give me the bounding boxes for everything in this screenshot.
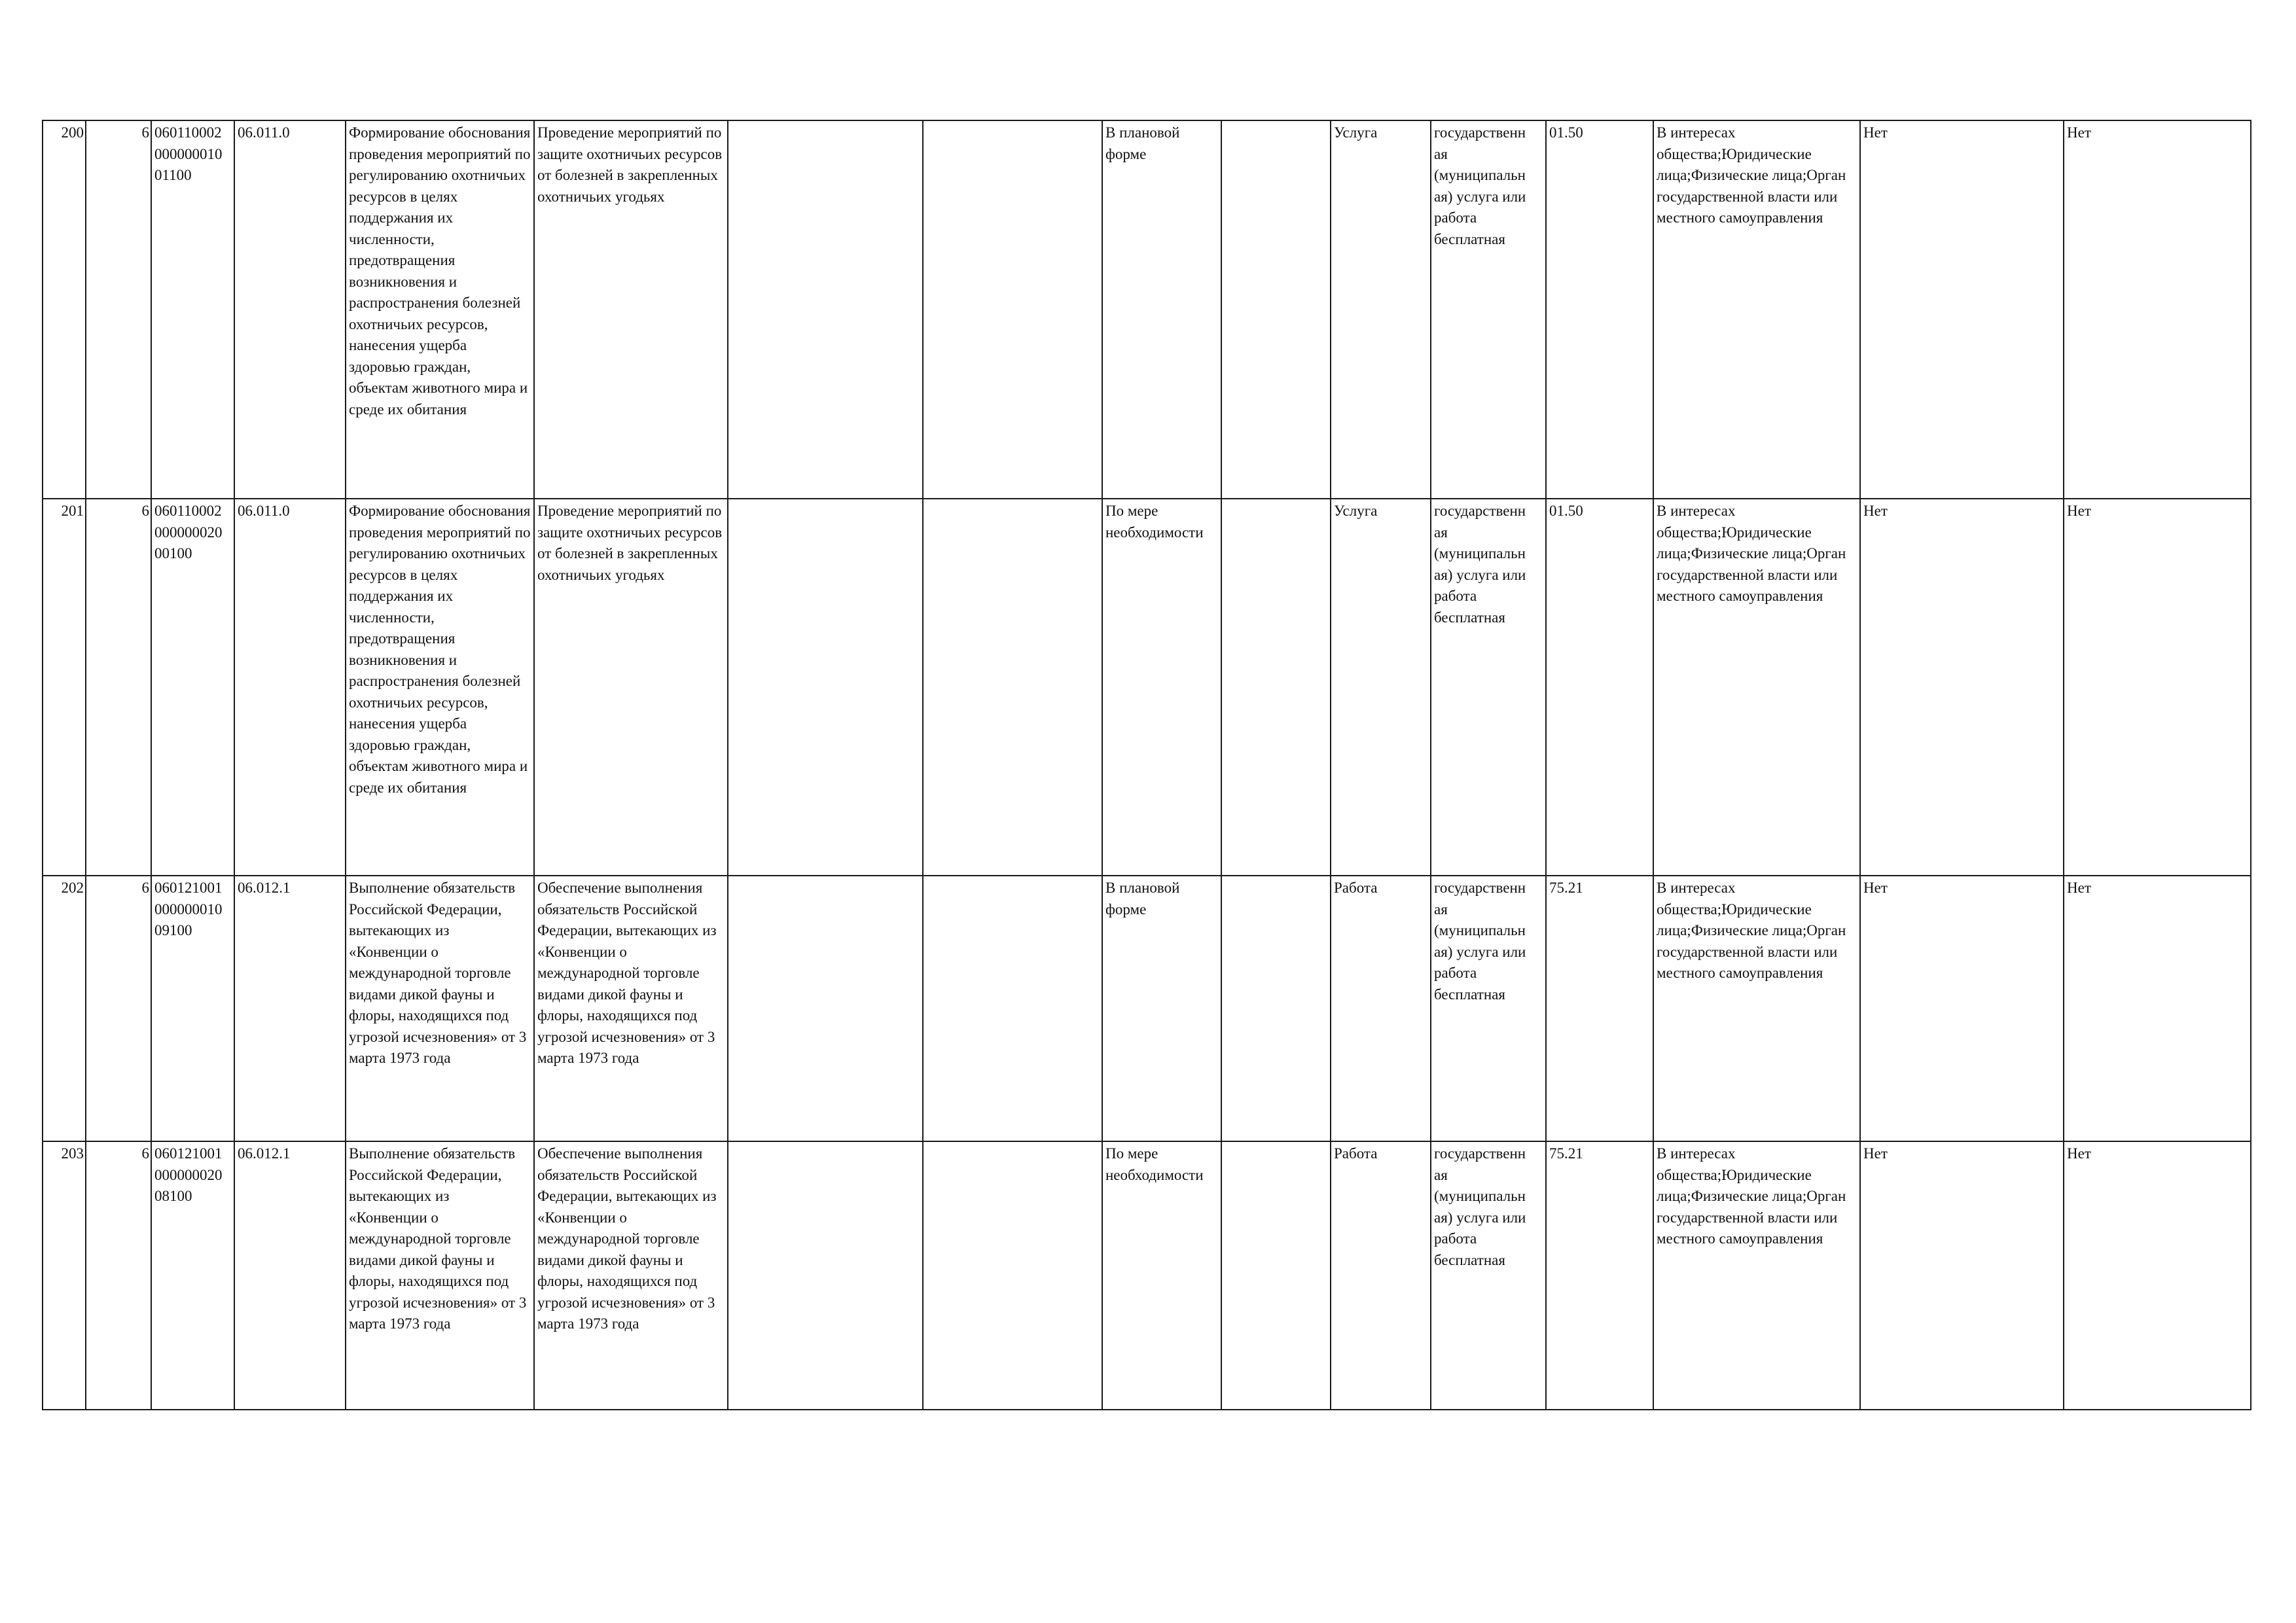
flag-cell: Нет bbox=[2064, 120, 2251, 499]
consumer-categories: В интересах общества;Юридические лица;Физические лица;Орган государственной власти или местного самоуправления bbox=[1653, 1141, 1860, 1410]
empty-cell bbox=[923, 876, 1102, 1141]
okved-code: 75.21 bbox=[1546, 876, 1653, 1141]
provision-form: В плановой форме bbox=[1102, 120, 1221, 499]
empty-cell bbox=[728, 876, 923, 1141]
row-number: 202 bbox=[43, 876, 86, 1141]
provision-form: По мере необходимости bbox=[1102, 499, 1221, 876]
service-content: Проведение мероприятий по защите охотничьих ресурсов от болезней в закрепленных охотничьих угодьях bbox=[534, 120, 728, 499]
empty-cell bbox=[728, 120, 923, 499]
row-number: 201 bbox=[43, 499, 86, 876]
empty-cell bbox=[1221, 1141, 1331, 1410]
okved-code: 01.50 bbox=[1546, 499, 1653, 876]
service-type: Услуга bbox=[1331, 120, 1431, 499]
service-name: Выполнение обязательств Российской Федерации, вытекающих из «Конвенции о международной торговле видами дикой фауны и флоры, находящихся под угрозой исчезновения» от 3 марта 1973 года bbox=[346, 1141, 534, 1410]
table-row bbox=[43, 120, 2251, 499]
service-name: Формирование обоснования проведения мероприятий по регулированию охотничьих ресурсов в целях поддержания их численности, предотвращения возникновения и распространения болезней охотничьих ресурсов, нанесения ущерба здоровью граждан, объектам животного мира и среде их обитания bbox=[346, 499, 534, 876]
provision-form: В плановой форме bbox=[1102, 876, 1221, 1141]
section-code: 06.011.0 bbox=[234, 499, 346, 876]
row-number: 203 bbox=[43, 1141, 86, 1410]
section-code: 06.012.1 bbox=[234, 1141, 346, 1410]
row-subcode: 6 bbox=[86, 499, 151, 876]
okved-code: 01.50 bbox=[1546, 120, 1653, 499]
consumer-categories: В интересах общества;Юридические лица;Физические лица;Орган государственной власти или местного самоуправления bbox=[1653, 120, 1860, 499]
table-row bbox=[43, 876, 2251, 1141]
empty-cell bbox=[923, 120, 1102, 499]
empty-cell bbox=[1221, 120, 1331, 499]
flag-cell: Нет bbox=[1860, 876, 2064, 1141]
empty-cell bbox=[728, 1141, 923, 1410]
payment-type: государственн ая (муниципальн ая) услуга или работа бесплатная bbox=[1431, 120, 1546, 499]
row-subcode: 6 bbox=[86, 876, 151, 1141]
section-code: 06.012.1 bbox=[234, 876, 346, 1141]
row-subcode: 6 bbox=[86, 120, 151, 499]
table-row bbox=[43, 1141, 2251, 1410]
registry-table bbox=[42, 120, 2251, 1410]
flag-cell: Нет bbox=[2064, 876, 2251, 1141]
payment-type: государственн ая (муниципальн ая) услуга или работа бесплатная bbox=[1431, 499, 1546, 876]
empty-cell bbox=[728, 499, 923, 876]
flag-cell: Нет bbox=[1860, 120, 2064, 499]
empty-cell bbox=[1221, 876, 1331, 1141]
provision-form: По мере необходимости bbox=[1102, 1141, 1221, 1410]
registry-code: 060110002 000000010 01100 bbox=[151, 120, 234, 499]
service-type: Работа bbox=[1331, 876, 1431, 1141]
section-code: 06.011.0 bbox=[234, 120, 346, 499]
registry-code: 060121001 000000010 09100 bbox=[151, 876, 234, 1141]
payment-type: государственн ая (муниципальн ая) услуга или работа бесплатная bbox=[1431, 1141, 1546, 1410]
flag-cell: Нет bbox=[1860, 1141, 2064, 1410]
service-name: Формирование обоснования проведения мероприятий по регулированию охотничьих ресурсов в целях поддержания их численности, предотвращения возникновения и распространения болезней охотничьих ресурсов, нанесения ущерба здоровью граждан, объектам животного мира и среде их обитания bbox=[346, 120, 534, 499]
okved-code: 75.21 bbox=[1546, 1141, 1653, 1410]
consumer-categories: В интересах общества;Юридические лица;Физические лица;Орган государственной власти или местного самоуправления bbox=[1653, 876, 1860, 1141]
registry-code: 060110002 000000020 00100 bbox=[151, 499, 234, 876]
flag-cell: Нет bbox=[1860, 499, 2064, 876]
service-name: Выполнение обязательств Российской Федерации, вытекающих из «Конвенции о международной торговле видами дикой фауны и флоры, находящихся под угрозой исчезновения» от 3 марта 1973 года bbox=[346, 876, 534, 1141]
service-content: Обеспечение выполнения обязательств Российской Федерации, вытекающих из «Конвенции о международной торговле видами дикой фауны и флоры, находящихся под угрозой исчезновения» от 3 марта 1973 года bbox=[534, 876, 728, 1141]
empty-cell bbox=[923, 499, 1102, 876]
flag-cell: Нет bbox=[2064, 499, 2251, 876]
row-number: 200 bbox=[43, 120, 86, 499]
empty-cell bbox=[1221, 499, 1331, 876]
empty-cell bbox=[923, 1141, 1102, 1410]
service-content: Обеспечение выполнения обязательств Российской Федерации, вытекающих из «Конвенции о международной торговле видами дикой фауны и флоры, находящихся под угрозой исчезновения» от 3 марта 1973 года bbox=[534, 1141, 728, 1410]
row-subcode: 6 bbox=[86, 1141, 151, 1410]
table-row bbox=[43, 499, 2251, 876]
consumer-categories: В интересах общества;Юридические лица;Физические лица;Орган государственной власти или местного самоуправления bbox=[1653, 499, 1860, 876]
service-type: Услуга bbox=[1331, 499, 1431, 876]
payment-type: государственн ая (муниципальн ая) услуга или работа бесплатная bbox=[1431, 876, 1546, 1141]
registry-code: 060121001 000000020 08100 bbox=[151, 1141, 234, 1410]
service-content: Проведение мероприятий по защите охотничьих ресурсов от болезней в закрепленных охотничьих угодьях bbox=[534, 499, 728, 876]
flag-cell: Нет bbox=[2064, 1141, 2251, 1410]
service-type: Работа bbox=[1331, 1141, 1431, 1410]
